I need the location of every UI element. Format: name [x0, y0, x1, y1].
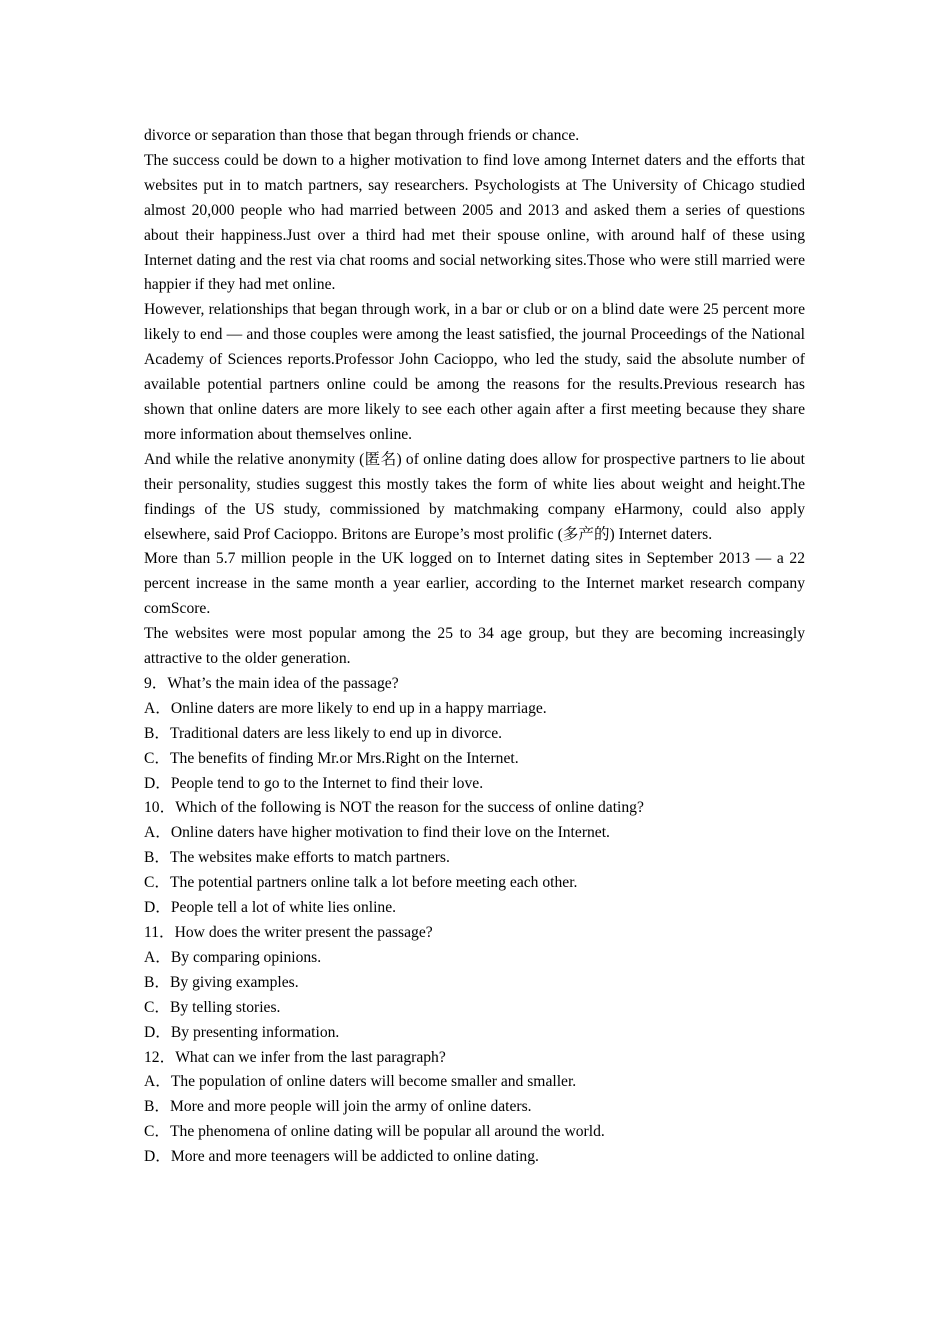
answer-option: D．People tend to go to the Internet to find their love.: [144, 774, 484, 792]
answer-option: B．Traditional daters are less likely to end up in divorce.: [144, 724, 503, 742]
answer-option: B．The websites make efforts to match partners.: [144, 849, 450, 867]
answer-option: A．Online daters are more likely to end up in a happy marriage.: [144, 699, 547, 717]
question-block-10: [144, 796, 805, 921]
question-stem: 11．How does the writer present the passage?: [144, 924, 433, 941]
answer-option: C．The phenomena of online dating will be popular all around the world.: [144, 1123, 605, 1141]
passage-paragraph: And while the relative anonymity (匿名) of online dating does allow for prospective partners to lie about their personality, studies suggest this mostly takes the form of white lies about weight and height.The findings of the US study, commissioned by matchmaking company eHarmony, could also apply elsewhere, said Prof Cacioppo. Britons are Europe’s most prolific (多产的) Internet daters.: [144, 450, 805, 543]
passage-paragraph: However, relationships that began through work, in a bar or club or on a blind date were 25 percent more likely to end — and those couples were among the least satisfied, the journal Proceedings of the National Academy of Sciences reports.Professor John Cacioppo, who led the study, said the absolute number of available potential partners online could be among the reasons for the results.Previous research has shown that online daters are more likely to see each other again after a first meeting because they share more information about themselves online.: [144, 301, 805, 443]
question-stem: 10．Which of the following is NOT the reason for the success of online dating?: [144, 799, 644, 817]
question-block-11: [144, 921, 805, 1046]
answer-option: C．By telling stories.: [144, 998, 281, 1016]
reading-passage: [144, 124, 805, 672]
passage-paragraph: divorce or separation than those that began through friends or chance.: [144, 127, 580, 144]
answer-option: A．By comparing opinions.: [144, 948, 322, 966]
passage-paragraph: More than 5.7 million people in the UK logged on to Internet dating sites in September 2013 — a 22 percent increase in the same month a year earlier, according to the Internet market research company comScore.: [144, 550, 805, 618]
question-stem: 9．What’s the main idea of the passage?: [144, 674, 399, 692]
answer-option: B．By giving examples.: [144, 973, 299, 991]
question-block-9: [144, 672, 805, 797]
answer-option: A．Online daters have higher motivation to find their love on the Internet.: [144, 824, 610, 842]
answer-option: D．More and more teenagers will be addicted to online dating.: [144, 1148, 539, 1166]
document-page: [144, 124, 805, 1170]
passage-paragraph: The websites were most popular among the 25 to 34 age group, but they are becoming increasingly attractive to the older generation.: [144, 625, 805, 668]
passage-paragraph: The success could be down to a higher motivation to find love among Internet daters and the efforts that websites put in to match partners, say researchers. Psychologists at The University of Chicago studied almost 20,000 people who had married between 2005 and 2013 and asked them a series of questions about their happiness.Just over a third had met their spouse online, with around half of these using Internet dating and the rest via chat rooms and social networking sites.Those who were still married were happier if they had met online.: [144, 151, 805, 294]
question-block-12: [144, 1046, 805, 1171]
answer-option: C．The benefits of finding Mr.or Mrs.Right on the Internet.: [144, 749, 519, 767]
answer-option: B．More and more people will join the army of online daters.: [144, 1098, 532, 1116]
answer-option: D．By presenting information.: [144, 1023, 340, 1041]
answer-option: C．The potential partners online talk a lot before meeting each other.: [144, 874, 578, 892]
answer-option: A．The population of online daters will become smaller and smaller.: [144, 1073, 577, 1091]
answer-option: D．People tell a lot of white lies online.: [144, 899, 397, 917]
question-stem: 12．What can we infer from the last paragraph?: [144, 1048, 446, 1066]
